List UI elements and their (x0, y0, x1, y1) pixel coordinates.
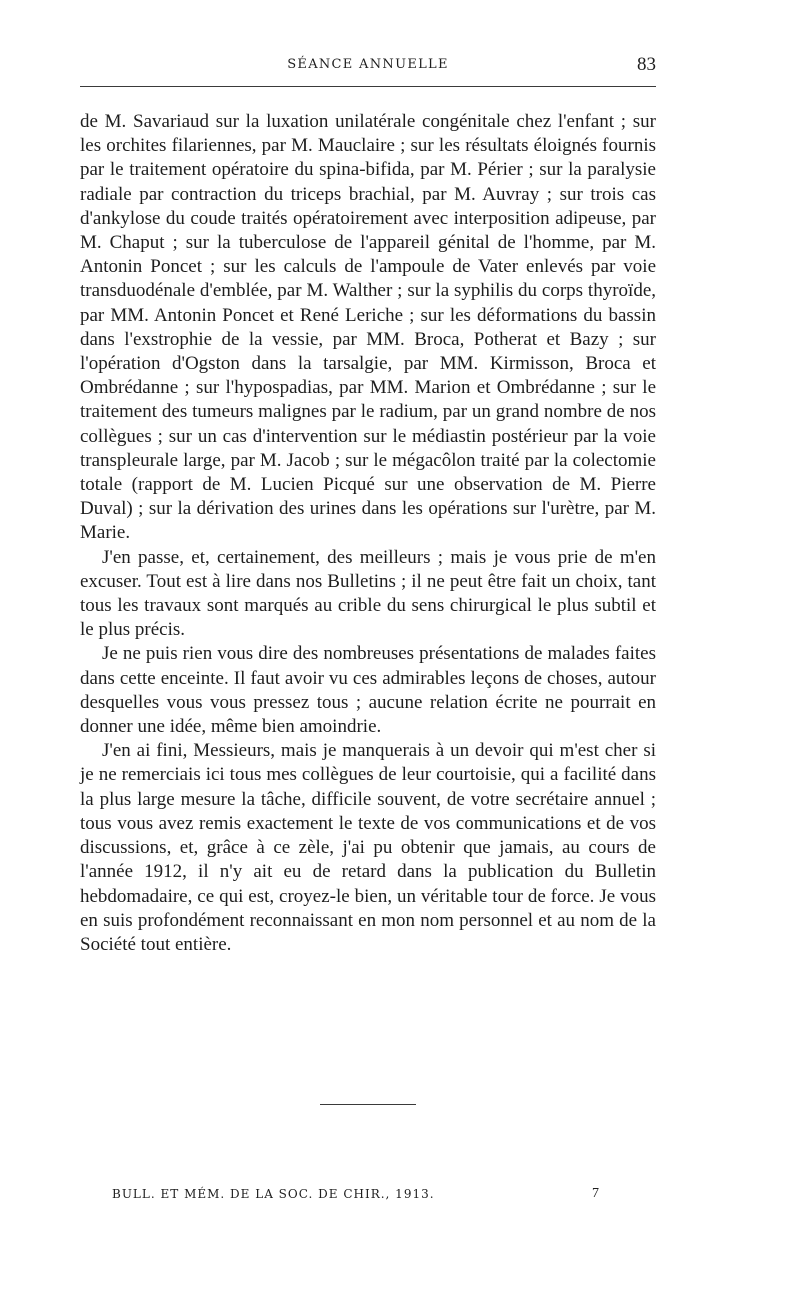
section-end-rule (320, 1104, 416, 1105)
footer-citation: BULL. ET MÉM. DE LA SOC. DE CHIR., 1913. (112, 1187, 435, 1201)
body-text (80, 110, 656, 957)
paragraph: J'en passe, et, certainement, des meilleurs ; mais je vous prie de m'en excuser. Tout est à lire dans nos Bulletins ; il ne peut être fait un choix, tant tous les travaux sont marqués au crible du sens chirurgical le plus subtil et le plus précis. (80, 546, 656, 641)
signature-mark: 7 (592, 1186, 599, 1201)
paragraph: Je ne puis rien vous dire des nombreuses présentations de malades faites dans cette enceinte. Il faut avoir vu ces admirables leçons de choses, autour desquelles vous vous pressez tous ; aucune relation écrite ne pourrait en donner une idée, même bien amoindrie. (80, 643, 656, 738)
paragraph: J'en ai fini, Messieurs, mais je manquerais à un devoir qui m'est cher si je ne remerciais ici tous mes collègues de leur courtoisie, qui a facilité dans la plus large mesure la tâche, difficile souvent, de votre secrétaire annuel ; tous vous avez remis exactement le texte de vos communications et de vos discussions, et, grâce à ce zèle, j'ai pu obtenir que jamais, au cours de l'année 1912, il n'y ait eu de retard dans la publication du Bulletin hebdomadaire, ce qui est, croyez-le bien, un véritable tour de force. Je vous en suis profondément reconnaissant en mon nom personnel et au nom de la Société tout entière. (80, 740, 656, 955)
running-head (80, 54, 656, 79)
running-title: SÉANCE ANNUELLE (287, 57, 449, 72)
header-rule (80, 86, 656, 87)
page-number: 83 (637, 54, 656, 75)
paragraph-continued: de M. Savariaud sur la luxation unilatérale congénitale chez l'enfant ; sur les orchites filariennes, par M. Mauclaire ; sur les résultats éloignés fournis par le traitement opératoire du spina-bifida, par M. Périer ; sur la paralysie radiale par contraction du triceps brachial, par M. Auvray ; sur trois cas d'ankylose du coude traités opératoirement avec interposition adipeuse, par M. Chaput ; sur la tuberculose de l'appareil génital de l'homme, par M. Antonin Poncet ; sur les calculs de l'ampoule de Vater enlevés par voie transduodénale d'emblée, par M. Walther ; sur la syphilis du corps thyroïde, par MM. Antonin Poncet et René Leriche ; sur les déformations du bassin dans l'exstrophie de la vessie, par MM. Broca, Potherat et Bazy ; sur l'opération d'Ogston dans la tarsalgie, par MM. Kirmisson, Broca et Ombrédanne ; sur l'hypospadias, par MM. Marion et Ombrédanne ; sur le traitement des tumeurs malignes par le radium, par un grand nombre de nos collègues ; sur un cas d'intervention sur le médiastin postérieur par la voie transpleurale large, par M. Jacob ; sur le mégacôlon traité par la colectomie totale (rapport de M. Lucien Picqué sur une observation de M. Pierre Duval) ; sur la dérivation des urines dans les opérations sur l'urètre, par M. Marie. (80, 111, 656, 544)
